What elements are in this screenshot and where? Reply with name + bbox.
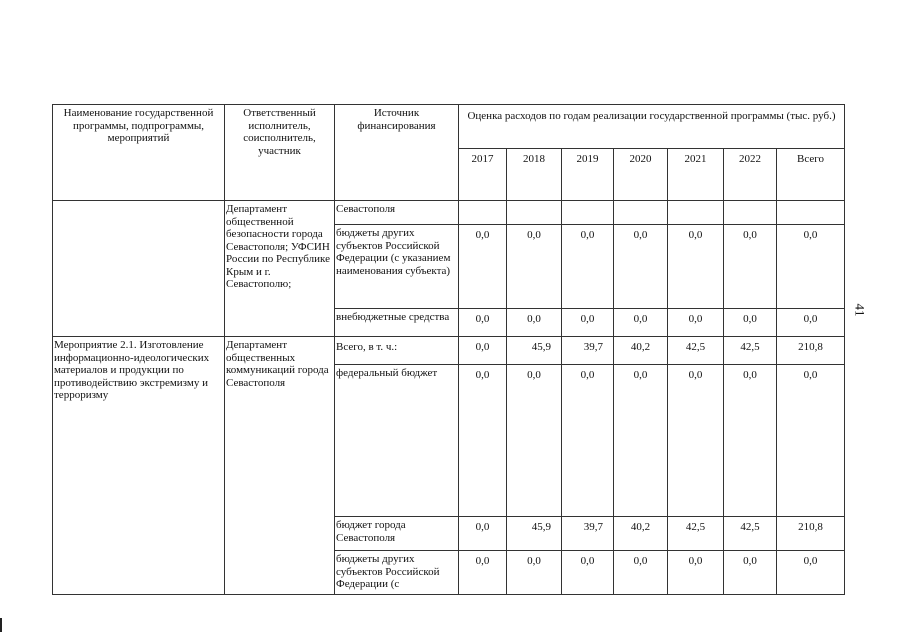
year-cell: 2020	[614, 149, 668, 201]
value-cell: 0,0	[614, 365, 668, 517]
header-row	[53, 105, 845, 149]
value-cell	[459, 201, 507, 225]
value-cell: 0,0	[614, 551, 668, 595]
table-row	[53, 337, 845, 365]
block1-executor: Департамент общественной безопасности города Севастополя; УФСИН России по Республике Крым и г. Севастополю;	[225, 201, 335, 337]
block2-source: Всего, в т. ч.:	[335, 337, 459, 365]
value-cell: 39,7	[562, 337, 614, 365]
value-cell: 0,0	[562, 551, 614, 595]
value-cell: 42,5	[668, 337, 724, 365]
value-cell: 0,0	[562, 225, 614, 309]
page-number: 41	[852, 303, 868, 317]
value-cell: 42,5	[724, 337, 777, 365]
value-cell: 0,0	[507, 309, 562, 337]
value-cell	[668, 201, 724, 225]
value-cell: 210,8	[777, 337, 845, 365]
year-cell: 2019	[562, 149, 614, 201]
value-cell: 40,2	[614, 517, 668, 551]
budget-table	[52, 104, 845, 595]
value-cell: 42,5	[724, 517, 777, 551]
value-cell: 0,0	[507, 365, 562, 517]
value-cell: 0,0	[777, 551, 845, 595]
value-cell: 0,0	[777, 309, 845, 337]
value-cell: 0,0	[459, 225, 507, 309]
value-cell: 0,0	[507, 225, 562, 309]
header-source: Источник финансирования	[335, 105, 459, 201]
value-cell: 0,0	[668, 551, 724, 595]
table-row	[53, 201, 845, 225]
scan-edge-mark	[0, 618, 2, 632]
block1-source: Севастополя	[335, 201, 459, 225]
value-cell: 45,9	[507, 517, 562, 551]
value-cell: 39,7	[562, 517, 614, 551]
header-estimate: Оценка расходов по годам реализации государственной программы (тыс. руб.)	[459, 105, 845, 149]
value-cell: 42,5	[668, 517, 724, 551]
measure-executor: Департамент общественных коммуникаций города Севастополя	[225, 337, 335, 595]
block2-source: бюджет города Севастополя	[335, 517, 459, 551]
value-cell	[614, 201, 668, 225]
measure-name: Мероприятие 2.1. Изготовление информационно-идеологических материалов и продукции по противодействию экстремизму и терроризму	[53, 337, 225, 595]
value-cell: 0,0	[668, 309, 724, 337]
value-cell: 0,0	[668, 365, 724, 517]
year-cell: 2017	[459, 149, 507, 201]
header-executor: Ответственный исполнитель, соисполнитель, участник	[225, 105, 335, 201]
value-cell: 0,0	[724, 225, 777, 309]
value-cell: 0,0	[507, 551, 562, 595]
value-cell: 0,0	[459, 309, 507, 337]
block1-source: бюджеты других субъектов Российской Федерации (с указанием наименования субъекта)	[335, 225, 459, 309]
value-cell: 45,9	[507, 337, 562, 365]
value-cell	[507, 201, 562, 225]
header-name: Наименование государственной программы, подпрограммы, мероприятий	[53, 105, 225, 201]
year-cell: 2018	[507, 149, 562, 201]
block2-source: федеральный бюджет	[335, 365, 459, 517]
value-cell: 0,0	[614, 309, 668, 337]
value-cell: 0,0	[614, 225, 668, 309]
value-cell: 0,0	[459, 365, 507, 517]
value-cell: 0,0	[562, 365, 614, 517]
value-cell: 0,0	[777, 225, 845, 309]
block1-name-cell	[53, 201, 225, 337]
value-cell: 0,0	[777, 365, 845, 517]
value-cell: 0,0	[459, 517, 507, 551]
value-cell: 0,0	[459, 551, 507, 595]
value-cell: 0,0	[724, 551, 777, 595]
block1-source: внебюджетные средства	[335, 309, 459, 337]
value-cell: 0,0	[724, 309, 777, 337]
value-cell	[562, 201, 614, 225]
year-cell: 2022	[724, 149, 777, 201]
value-cell	[724, 201, 777, 225]
year-cell: 2021	[668, 149, 724, 201]
value-cell: 0,0	[459, 337, 507, 365]
value-cell: 0,0	[562, 309, 614, 337]
value-cell: 40,2	[614, 337, 668, 365]
value-cell: 0,0	[668, 225, 724, 309]
value-cell: 0,0	[724, 365, 777, 517]
block2-source: бюджеты других субъектов Российской Федерации (с	[335, 551, 459, 595]
year-cell-total: Всего	[777, 149, 845, 201]
value-cell	[777, 201, 845, 225]
value-cell: 210,8	[777, 517, 845, 551]
